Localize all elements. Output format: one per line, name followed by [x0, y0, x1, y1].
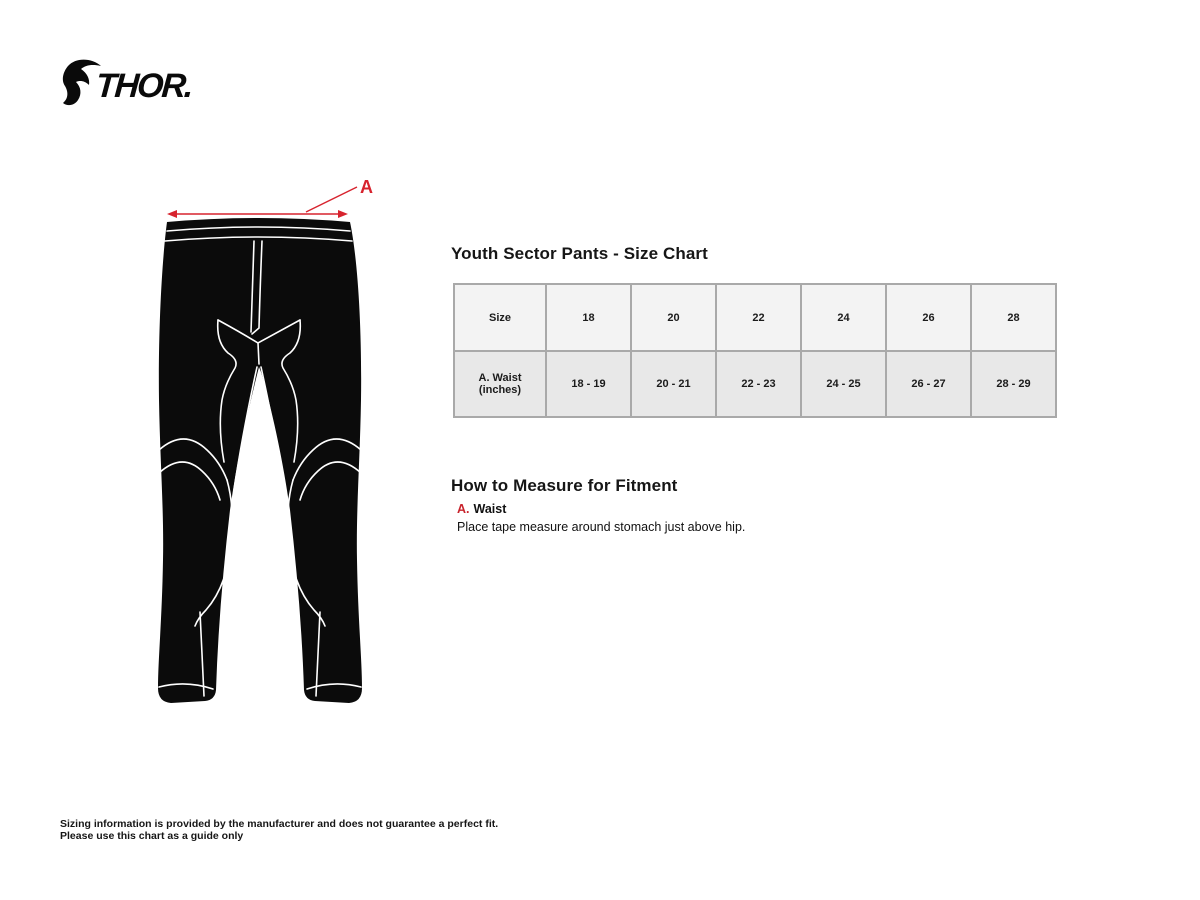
- size-chart-table: [453, 283, 1057, 418]
- waist-row-label: A. Waist (inches): [454, 351, 546, 417]
- size-chart-title: Youth Sector Pants - Size Chart: [451, 244, 708, 263]
- waist-label-a: A: [360, 177, 373, 197]
- size-chart-waist-row: [454, 351, 1056, 417]
- size-chart-header-cell: 28: [971, 284, 1056, 351]
- thor-logo: [56, 56, 206, 108]
- size-chart-header-cell: 24: [801, 284, 886, 351]
- measure-item-waist: [457, 502, 506, 516]
- size-chart-header-row: [454, 284, 1056, 351]
- measure-item-description: Place tape measure around stomach just above hip.: [457, 520, 746, 534]
- waist-value-cell: 20 - 21: [631, 351, 716, 417]
- measure-item-key: A.: [457, 502, 470, 516]
- disclaimer-line-2: Please use this chart as a guide only: [60, 830, 244, 842]
- logo-text: THOR.: [94, 67, 193, 105]
- waist-value-cell: 28 - 29: [971, 351, 1056, 417]
- size-chart-header-cell: 26: [886, 284, 971, 351]
- waist-value-cell: 22 - 23: [716, 351, 801, 417]
- size-chart-header-cell: Size: [454, 284, 546, 351]
- measure-section-title: How to Measure for Fitment: [451, 476, 678, 495]
- size-chart-header-cell: 20: [631, 284, 716, 351]
- pants-measurement-diagram: [140, 160, 390, 720]
- waist-value-cell: 18 - 19: [546, 351, 631, 417]
- sizing-disclaimer: [60, 818, 498, 842]
- measure-item-name: Waist: [473, 502, 507, 516]
- waist-measure-arrow: [167, 187, 357, 218]
- waist-value-cell: 24 - 25: [801, 351, 886, 417]
- disclaimer-line-1: Sizing information is provided by the manufacturer and does not guarantee a perfect fit.: [60, 818, 499, 830]
- thor-helmet-icon: [56, 56, 206, 108]
- waist-value-cell: 26 - 27: [886, 351, 971, 417]
- size-chart-header-cell: 18: [546, 284, 631, 351]
- size-chart-header-cell: 22: [716, 284, 801, 351]
